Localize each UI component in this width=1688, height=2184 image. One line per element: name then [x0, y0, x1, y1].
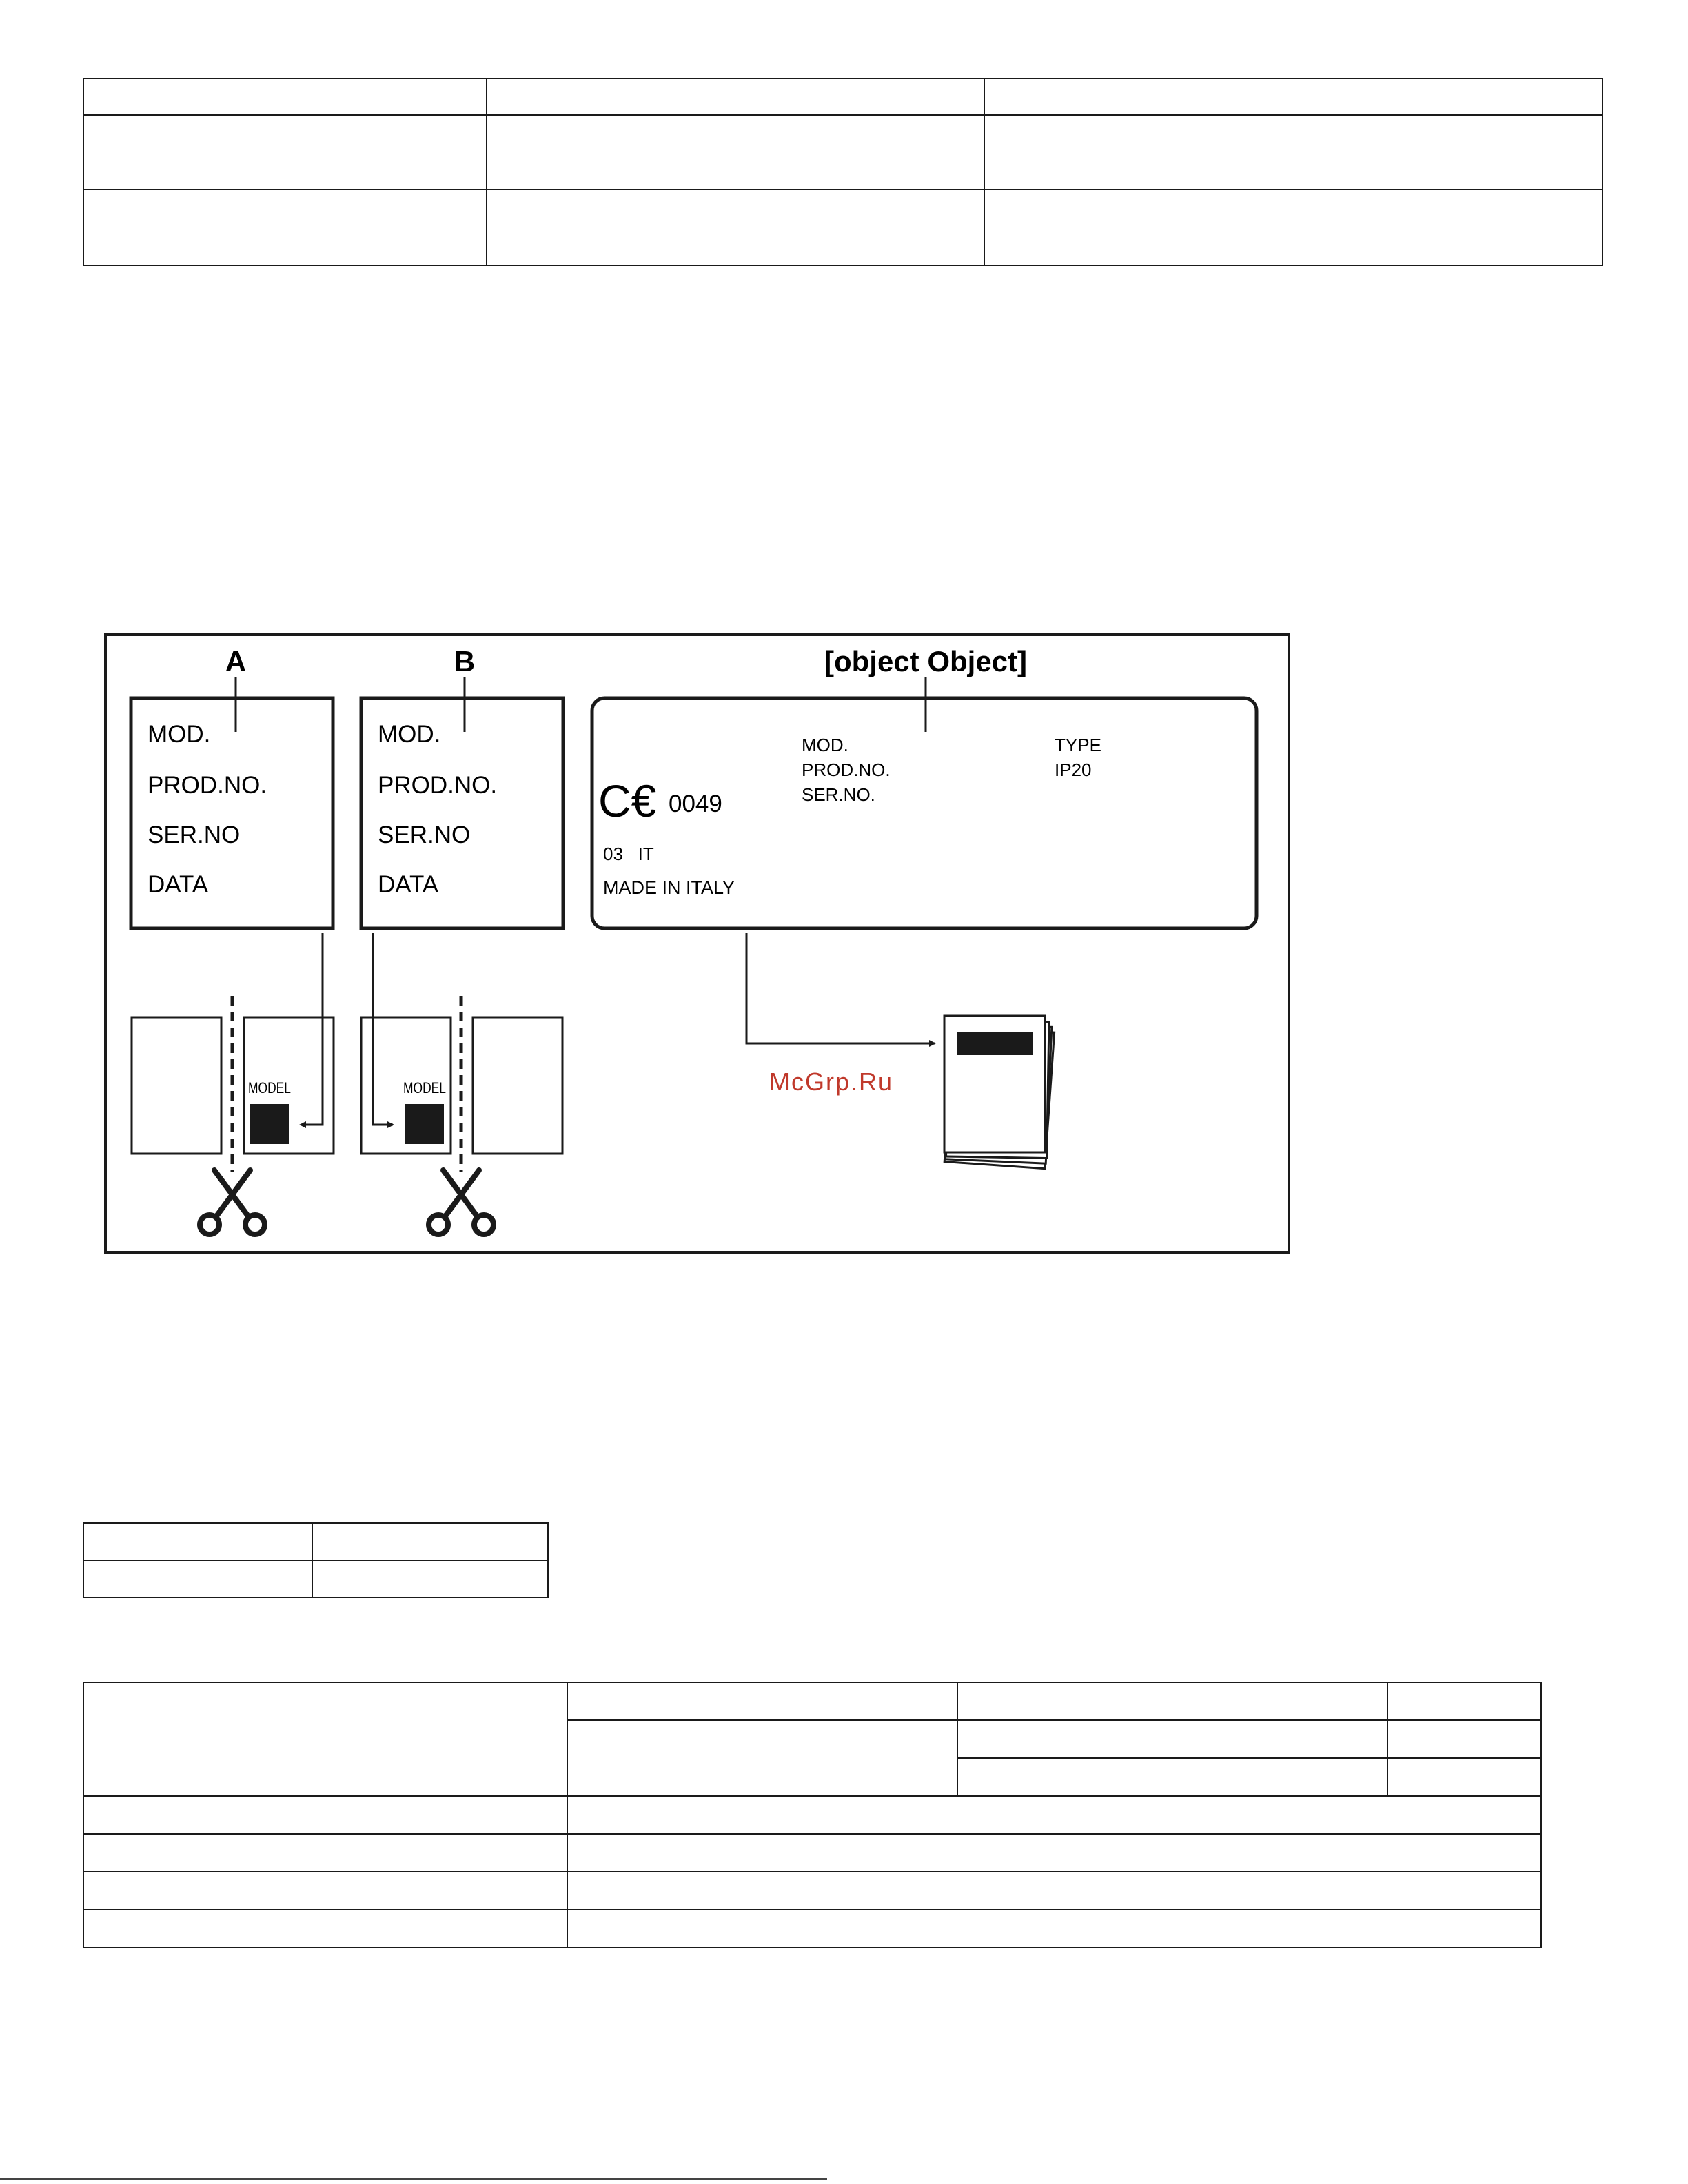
table-cell	[957, 1720, 1387, 1758]
label-b-letter: B	[454, 645, 476, 677]
made-in-italy: MADE IN ITALY	[603, 877, 735, 898]
table-cell	[83, 1682, 567, 1796]
footer-rule	[0, 2178, 827, 2180]
scissors-icon	[200, 1170, 265, 1234]
table-cell	[1387, 1720, 1541, 1758]
label-b-mod: MOD.	[378, 721, 441, 748]
label-b-data: DATA	[378, 871, 439, 898]
table-cell	[567, 1834, 1541, 1872]
sheet-b-model-box	[405, 1104, 444, 1144]
table-cell	[83, 1910, 567, 1948]
watermark-text: McGrp.Ru	[769, 1068, 894, 1096]
label-b-box	[361, 698, 563, 928]
label-a-ser-no: SER.NO	[148, 821, 241, 848]
table-cell	[312, 1560, 548, 1598]
label-b-prod-no: PROD.NO.	[378, 772, 498, 799]
table-cell	[567, 1796, 1541, 1834]
table-cell	[312, 1523, 548, 1560]
sheet-b-model-label: MODEL	[403, 1079, 446, 1096]
table-cell	[567, 1910, 1541, 1948]
label-a-mod: MOD.	[148, 721, 211, 748]
table-cell	[957, 1682, 1387, 1720]
table-cell	[1387, 1682, 1541, 1720]
notified-body-number: 0049	[669, 790, 722, 817]
table-cell	[567, 1682, 957, 1720]
table-cell	[567, 1872, 1541, 1910]
table-cell	[83, 1560, 312, 1598]
sheet-pair-a	[132, 933, 334, 1172]
table-cell	[83, 1523, 312, 1560]
label-c-type: TYPE	[1055, 735, 1101, 755]
sheet-a-model-label: MODEL	[248, 1079, 291, 1096]
table-cell	[567, 1720, 957, 1796]
arrow-b	[373, 933, 393, 1125]
table-cell	[957, 1758, 1387, 1796]
label-c-prod-no: PROD.NO.	[802, 759, 891, 780]
label-a-letter: A	[225, 645, 247, 677]
label-c-mod: MOD.	[802, 735, 848, 755]
scissors-icon	[429, 1170, 494, 1234]
arrow-a	[301, 933, 323, 1125]
table-cell	[1387, 1758, 1541, 1796]
manual-booklet-icon	[944, 1016, 1055, 1169]
label-a-box	[131, 698, 333, 928]
label-c-ip-rating: IP20	[1055, 759, 1092, 780]
arrow-c	[746, 933, 935, 1043]
label-c-ser-no: SER.NO.	[802, 784, 875, 805]
table-cell	[83, 1796, 567, 1834]
year-country: 03 IT	[603, 844, 654, 864]
sheet-pair-b	[361, 933, 562, 1172]
label-c-letter: [object Object]	[824, 645, 1028, 677]
sheet-a-model-box	[250, 1104, 289, 1144]
table-cell	[83, 1872, 567, 1910]
table-cell	[83, 1834, 567, 1872]
label-b-ser-no: SER.NO	[378, 821, 471, 848]
label-a-data: DATA	[148, 871, 209, 898]
bottom-table	[83, 1682, 1542, 1948]
ce-mark: C€	[598, 775, 657, 826]
label-c-box	[592, 698, 1257, 928]
label-a-prod-no: PROD.NO.	[148, 772, 267, 799]
figure-frame	[105, 635, 1289, 1252]
small-table	[83, 1522, 549, 1598]
